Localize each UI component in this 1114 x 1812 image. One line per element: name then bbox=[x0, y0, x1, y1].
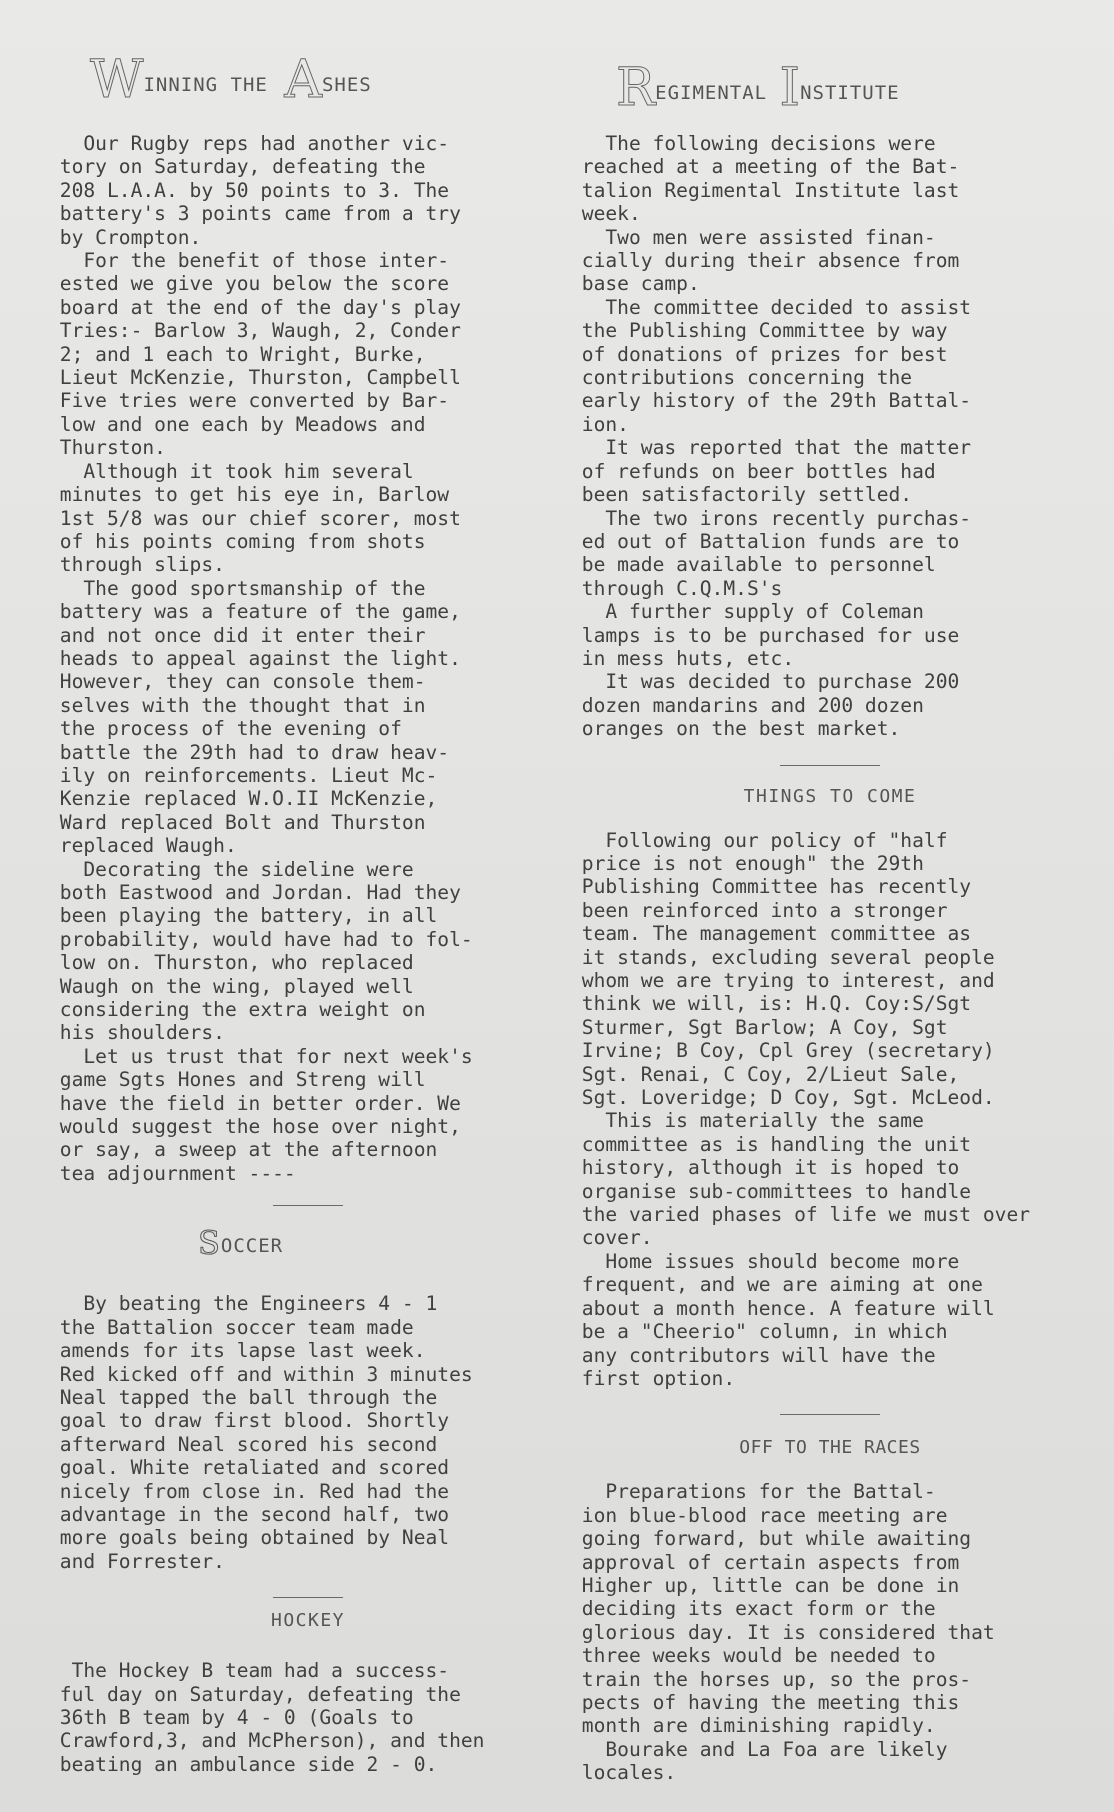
ashes-paragraph: Decorating the sideline were both Eastwood and Jordan. Had they been playing the battery, in all probability, would have had to fol- low on. Thurston, who replaced Waugh on the wing, played well considering the extra weight on his shoulders. bbox=[59, 857, 473, 1045]
things-paragraph: Home issues should become more frequent, and we are aiming at one about a month hence. A feature will be a "Cheerio" column, in which any contributors will have the first option. bbox=[581, 1249, 995, 1390]
heading-initial: R bbox=[616, 58, 656, 118]
section-divider bbox=[273, 1205, 343, 1206]
off-to-the-races-heading: OFF TO THE RACES bbox=[739, 1437, 921, 1459]
institute-paragraph: It was reported that the matter of refunds on beer bottles had been satisfactorily settled. bbox=[581, 436, 972, 507]
hockey-paragraph: The Hockey B team had a success- ful day on Saturday, defeating the 36th B team by 4 - 0 (Goals to Crawford,3, and McPherson), and then beating an ambulance side 2 - 0. bbox=[59, 1659, 485, 1776]
soccer-heading: SOCCER bbox=[198, 1224, 284, 1263]
things-paragraph: This is materially the same committee as is handling the unit history, although it is hoped to organise sub-committees to handle the varied phases of life we must over cover. bbox=[581, 1109, 1031, 1250]
regimental-institute-heading: REGIMENTAL INSTITUTE bbox=[616, 58, 900, 118]
section-divider bbox=[780, 1414, 880, 1415]
institute-paragraph: A further supply of Coleman lamps is to be purchased for use in mess huts, etc. bbox=[581, 600, 960, 670]
institute-paragraph: Two men were assisted finan- cially during their absence from base camp. bbox=[581, 225, 960, 296]
institute-paragraph: The committee decided to assist the Publishing Committee by way of donations of prizes for best contributions concerning the early history of the 29th Battal- ion. bbox=[581, 295, 972, 436]
heading-initial: S bbox=[198, 1224, 221, 1263]
heading-initial: W bbox=[90, 50, 144, 110]
ashes-paragraph: Let us trust that for next week's game Sgts Hones and Streng will have the field in better order. We would suggest the hose over night, or say, a sweep at the afternoon tea adjournment ---- bbox=[59, 1044, 473, 1185]
winning-the-ashes-heading: WINNING THE ASHES bbox=[90, 50, 372, 110]
institute-paragraph: The two irons recently purchas- ed out of Battalion funds are to be made available to personnel through C.Q.M.S's bbox=[581, 506, 972, 600]
heading-initial: A bbox=[267, 50, 322, 110]
heading-initial: I bbox=[779, 58, 801, 118]
left-column bbox=[48, 0, 568, 1812]
races-paragraph: Bourake and La Foa are likely locales. bbox=[581, 1737, 948, 1785]
things-to-come-heading: THINGS TO COME bbox=[743, 785, 917, 807]
soccer-paragraph: By beating the Engineers 4 - 1 the Battalion soccer team made amends for its lapse last week. Red kicked off and within 3 minutes Neal tapped the ball through the goal to draw first blood. Shortly afterward Neal scored his second goal. White retaliated and scored nicely from close in. Red had the advantage in the second half, two more goals being obtained by Neal and Forrester. bbox=[59, 1292, 473, 1573]
ashes-paragraph: Our Rugby reps had another vic- tory on Saturday, defeating the 208 L.A.A. by 50 points to 3. The battery's 3 points came from a try by Crompton. For the benefit of those inter- ested we give you below the score board at the end of the day's play Tries:- Barlow 3, Waugh, 2, Conder 2; and 1 each to Wright, Burke, Lieut McKenzie, Thurston, Campbell Five tries were converted by Bar- low and one each by Meadows and Thurston. bbox=[59, 132, 461, 460]
right-column bbox=[570, 0, 1090, 1812]
institute-paragraph: It was decided to purchase 200 dozen mandarins and 200 dozen oranges on the best market. bbox=[581, 670, 960, 741]
ashes-paragraph: The good sportsmanship of the battery was a feature of the game, and not once did it enter their heads to appeal against the light. However, they can console them- selves with the thought that in the process of the evening of battle the 29th had to draw heav- ily on reinforcements. Lieut Mc- Kenzie replaced W.O.II McKenzie, Ward replaced Bolt and Thurston replaced Waugh. bbox=[59, 576, 461, 858]
section-divider bbox=[780, 765, 880, 766]
things-paragraph: Following our policy of "half price is not enough" the 29th Publishing Committee has recently been reinforced into a stronger team. The management committee as it stands, excluding several people whom we are trying to interest, and think we will, is: H.Q. Coy:S/Sgt Sturmer, Sgt Barlow; A Coy, Sgt Irvine; B Coy, Cpl Grey (secretary) Sgt. Renai, C Coy, 2/Lieut Sale, Sgt. Loveridge; D Coy, Sgt. McLeod. bbox=[581, 828, 995, 1110]
institute-paragraph: The following decisions were reached at a meeting of the Bat- talion Regimental Institute last week. bbox=[581, 132, 960, 226]
hockey-heading: HOCKEY bbox=[270, 1610, 346, 1632]
ashes-paragraph: Although it took him several minutes to get his eye in, Barlow 1st 5/8 was our chief scorer, most of his points coming from shots through slips. bbox=[59, 459, 461, 577]
races-paragraph: Preparations for the Battal- ion blue-blood race meeting are going forward, but while awaiting approval of certain aspects from Higher up, little can be done in deciding its exact form or the glorious day. It is considered that three weeks would be needed to train the horses up, so the pros- pects of having the meeting this month are diminishing rapidly. bbox=[581, 1480, 995, 1738]
section-divider bbox=[273, 1597, 343, 1598]
